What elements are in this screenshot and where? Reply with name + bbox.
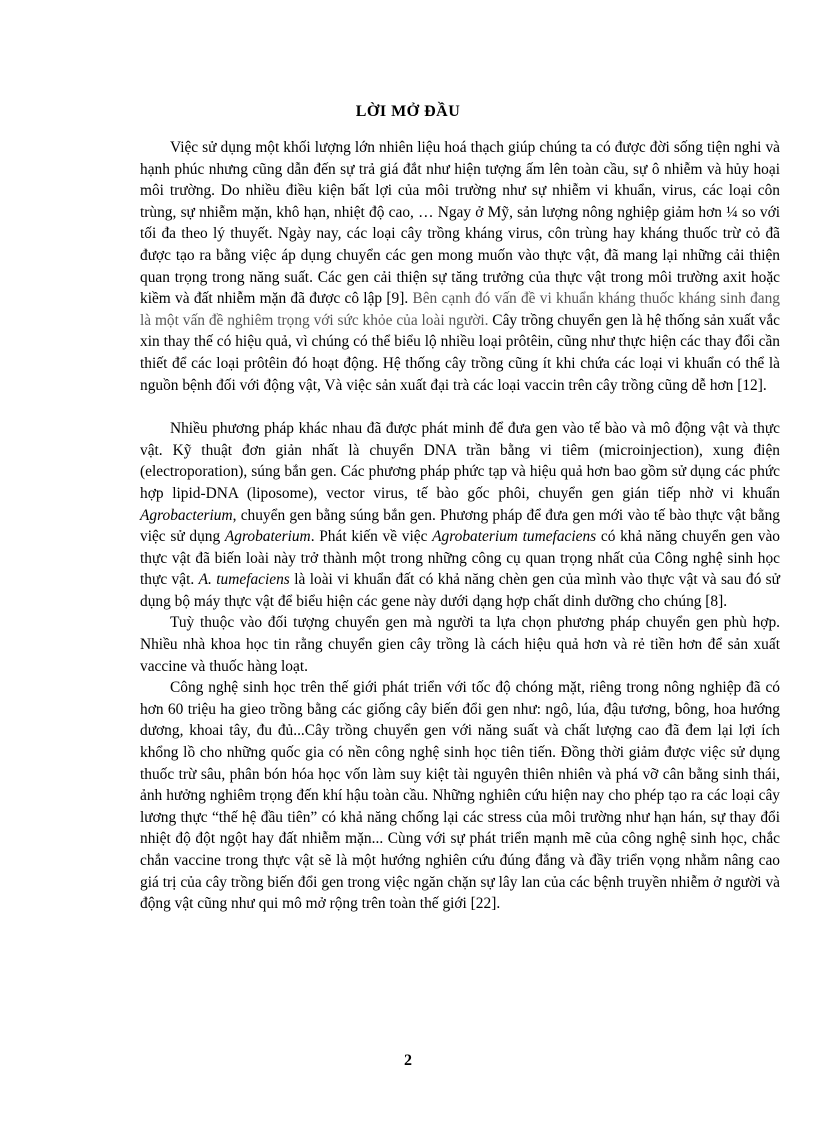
paragraph-2-italic-agrobacterium: Agrobacterium (140, 506, 233, 524)
paragraph-2 (140, 418, 780, 612)
paragraph-2-text-c: , chuyển gen bằng súng bắn gen. Phương pháp để đưa gen mới vào tế bào thực vật bằng việc sử dụng (140, 506, 780, 546)
paragraph-2-italic-a-tumefaciens: A. tumefaciens (198, 571, 290, 589)
paragraph-2-italic-tumefaciens: Agrobaterium tumefaciens (432, 528, 597, 546)
paragraph-2-text-a: Nhiều phương pháp khác nhau đã được phát minh để đưa gen vào tế bào và mô động vật và thực vật. Kỹ thuật đơn giản nhất là chuyển DNA trần bằng vi tiêm (microinjection), xung điện (electroporation), súng bắn gen. Các phương pháp phức tạp và hiệu quả hơn bao gồm sử dụng các phức hợp lipid-DNA (liposome), vector virus, tế bào gốc phôi, chuyển gen gián tiếp nhờ vi khuẩn (140, 420, 780, 502)
page-title: LỜI MỞ ĐẦU (355, 103, 461, 120)
body-text (140, 137, 780, 915)
paragraph-2-text-g: có khả năng chuyển gen vào thực vật đã biến loài này trở thành một trong những công cụ quan trọng nhất của Công nghệ sinh học thực vật. (140, 528, 780, 589)
paragraph-2-text-e: . Phát kiến về việc (310, 528, 433, 546)
paragraph-2-italic-agrobaterium: Agrobaterium (224, 528, 311, 546)
paragraph-4: Công nghệ sinh học trên thế giới phát triển với tốc độ chóng mặt, riêng trong nông nghiệp đã có hơn 60 triệu ha gieo trồng bằng các giống cây biến đổi gen như: ngô, lúa, đậu tương, bông, hoa hướng dương, khoai tây, đu đủ...Cây trồng chuyển gen với năng suất và chất lượng cao đã đem lại lợi ích khổng lồ cho những quốc gia có nền công nghệ sinh học tiên tiến. Đồng thời giảm được việc sử dụng thuốc trừ sâu, phân bón hóa học vốn làm suy kiệt tài nguyên thiên nhiên và phá vỡ cân bằng sinh thái, ảnh hưởng nghiêm trọng đến khí hậu toàn cầu. Những nghiên cứu hiện nay cho phép tạo ra các loại cây lương thực “thế hệ đầu tiên” có khả năng chống lại các stress của môi trường như hạn hán, sự thay đổi nhiệt độ đột ngột hay đất nhiễm mặn... Cùng với sự phát triển mạnh mẽ của công nghệ sinh học, chắc chắn vaccine trong thực vật sẽ là một hướng nghiên cứu đúng đắng và đầy triển vọng nhằm nâng cao giá trị của cây trồng biến đổi gen trong việc ngăn chặn sự lây lan của các bệnh truyền nhiễm ở người và động vật cũng như qui mô mở rộng trên toàn thế giới [22]. (140, 679, 780, 913)
paragraph-1-text: Việc sử dụng một khối lượng lớn nhiên liệu hoá thạch giúp chúng ta có được đời sống tiện nghi và hạnh phúc nhưng cũng dẫn đến sự trả giá đắt như hiện tượng ấm lên toàn cầu, sự ô nhiễm và hủy hoại môi trường. Do nhiều điều kiện bất lợi của môi trường như sự nhiễm vi khuẩn, virus, các loại côn trùng, sự nhiễm mặn, khô hạn, nhiệt độ cao, … Ngay ở Mỹ, sản lượng nông nghiệp giảm hơn ¼ so với tối đa theo lý thuyết. Ngày nay, các loại cây trồng kháng virus, côn trùng hay kháng thuốc trừ cỏ đã được tạo ra bằng việc áp dụng chuyển các gen mong muốn vào thực vật, đã mang lại những cải thiện quan trọng trong năng suất. Các gen cải thiện sự tăng trưởng của thực vật trong môi trường axit hoặc kiềm và đất nhiễm mặn đã được cô lập [9]. (140, 139, 780, 308)
paragraph-1 (140, 137, 780, 396)
paragraph-1-end-text: Cây trồng chuyển gen là hệ thống sản xuất vắc xin thay thế có hiệu quả, vì chúng có thể biểu lộ nhiều loại prôtêin, cũng như thực hiện các thay đổi cần thiết để các loại prôtêin đó hoạt động. Hệ thống cây trồng cũng ít khi chứa các loại vi khuẩn có thể là nguồn bệnh đối với động vật, Và việc sản xuất đại trà các loại vaccin trên cây trồng cũng dễ hơn [12]. (140, 311, 780, 394)
paragraph-2-text-i: là loài vi khuẩn đất có khả năng chèn gen của mình vào thực vật và sau đó sử dụng bộ máy thực vật để biểu hiện các gene này dưới dạng hợp chất dinh dưỡng cho chúng [8]. (140, 571, 781, 610)
paragraph-1-grey-text: Bên cạnh đó vấn đề vi khuẩn kháng thuốc kháng sinh đang là một vấn đề nghiêm trọng với sức khỏe của loài người. (140, 290, 780, 329)
page-number: 2 (404, 1052, 412, 1069)
paragraph-3: Tuỳ thuộc vào đối tượng chuyển gen mà người ta lựa chọn phương pháp chuyển gen phù hợp. Nhiều nhà khoa học tin rằng chuyển gien cây trồng là cách hiệu quả hơn và rẻ tiền hơn để sản xuất vaccine và thuốc hàng loạt. (140, 614, 780, 675)
